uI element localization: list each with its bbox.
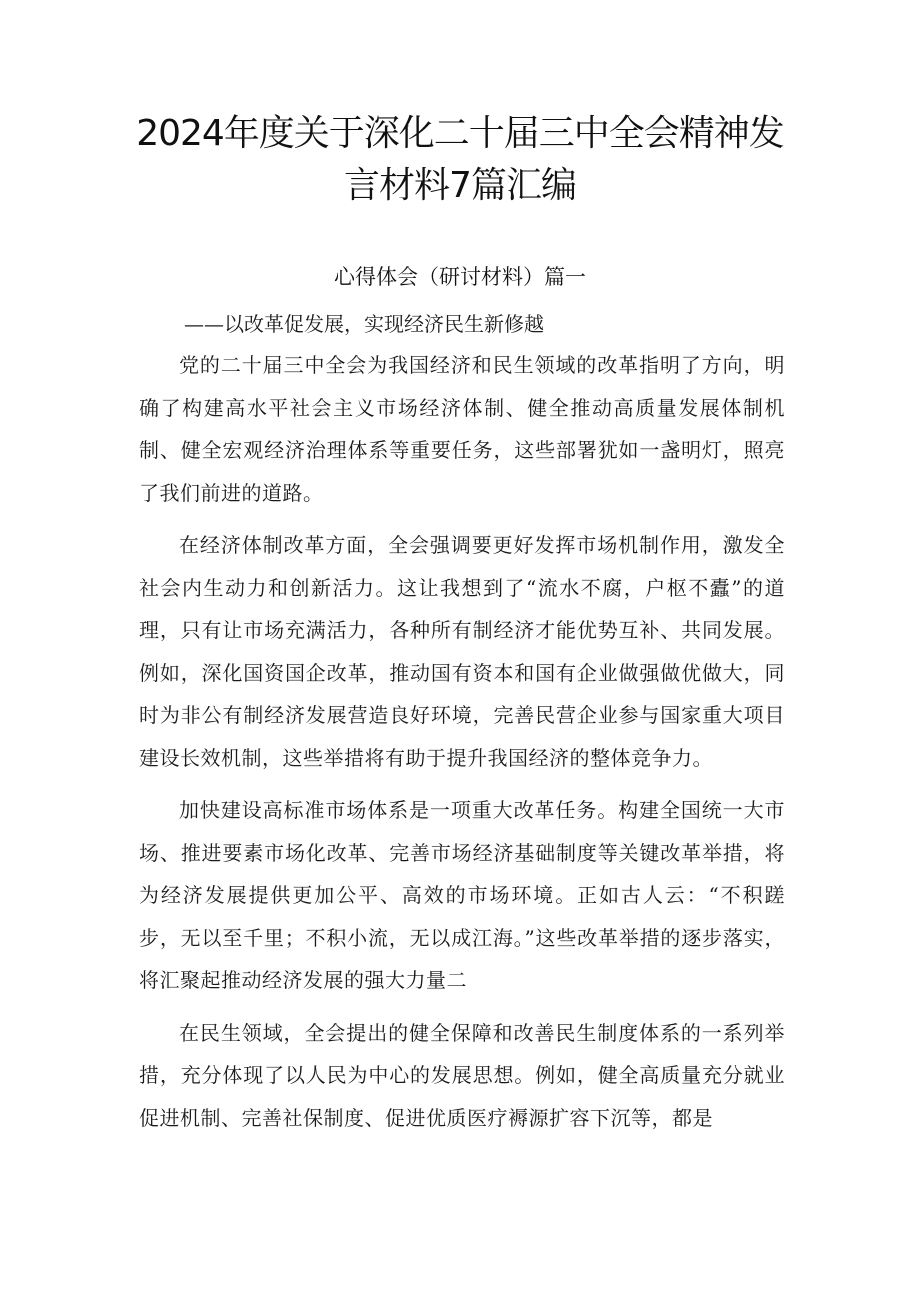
section-title: 心得体会（研讨材料）篇一 (334, 265, 586, 289)
paragraph: 加快建设高标准市场体系是一项重大改革任务。构建全国统一大市场、推进要素市场化改革、完善市场经济基础制度等关键改革举措，将为经济发展提供更加公平、高效的市场环境。正如古人云：“不积蹉步，无以至千里；不积小流，无以成江海。”这些改革举措的逐步落实，将汇聚起推动经济发展的强大力量二 (139, 798, 785, 992)
paragraph: 在民生领域，全会提出的健全保障和改善民生制度体系的一系列举措，充分体现了以人民为中心的发展思想。例如，健全高质量充分就业促进机制、完善社保制度、促进优质医疗褥源扩容下沉等，都是 (139, 1020, 785, 1130)
body-text (139, 344, 785, 1149)
document-title: 2024年度关于深化二十届三中全会精神发言材料7篇汇编 (136, 113, 784, 206)
section-subtitle: ——以改革促发展，实现经济民生新修越 (184, 312, 544, 336)
paragraph: 党的二十届三中全会为我国经济和民生领域的改革指明了方向，明确了构建高水平社会主义市场经济体制、健全推动高质量发展体制机制、健全宏观经济治理体系等重要任务，这些部署犹如一盏明灯，照亮了我们前进的道路。 (139, 353, 785, 505)
paragraph: 在经济体制改革方面，全会强调要更好发挥市场机制作用，激发全社会内生动力和创新活力。这让我想到了“流水不腐，户枢不蠹”的道理，只有让市场充满活力，各种所有制经济才能优势互补、共同发展。例如，深化国资国企改革，推动国有资本和国有企业做强做优做大，同时为非公有制经济发展营造良好环境，完善民营企业参与国家重大项目建设长效机制，这些举措将有助于提升我国经济的整体竞争力。 (139, 533, 785, 770)
